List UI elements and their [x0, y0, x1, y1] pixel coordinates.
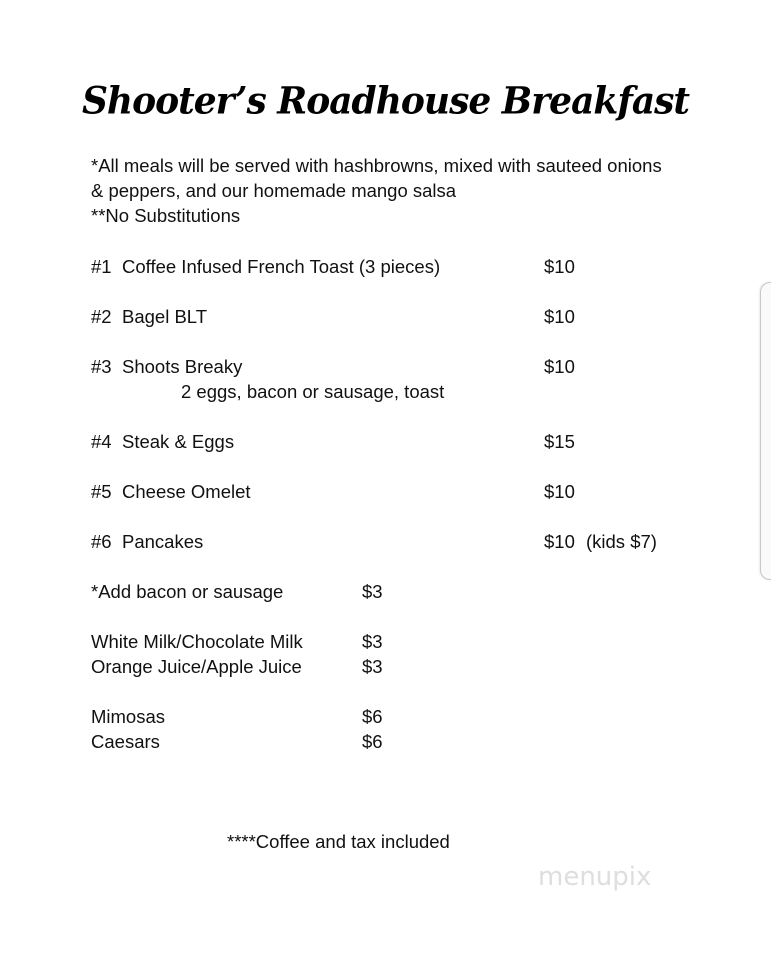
meal-name: Bagel BLT [122, 306, 208, 327]
note-served-with: *All meals will be served with hashbrowns, mixed with sauteed onions [91, 155, 662, 176]
extra-price: $3 [362, 631, 383, 652]
extra-name: *Add bacon or sausage [91, 581, 284, 602]
meal-number: #4 [91, 431, 112, 452]
meal-number: #2 [91, 306, 112, 327]
menu-title: Shooter’s Roadhouse Breakfast [81, 78, 690, 124]
meal-kids-price: (kids $7) [586, 531, 657, 552]
meal-price: $10 [544, 356, 575, 377]
extra-price: $3 [362, 656, 383, 677]
meal-number: #1 [91, 256, 112, 277]
meal-number: #3 [91, 356, 112, 377]
extra-price: $6 [362, 731, 383, 752]
extra-name: Mimosas [91, 706, 166, 727]
extra-name: Caesars [91, 731, 160, 752]
note-served-with-cont: & peppers, and our homemade mango salsa [91, 180, 457, 201]
menupix-watermark: menupix [538, 862, 652, 892]
side-pull-tab[interactable] [760, 282, 771, 580]
extra-name: White Milk/Chocolate Milk [91, 631, 303, 652]
footer-note: ****Coffee and tax included [227, 831, 450, 852]
meal-price: $10 [544, 256, 575, 277]
meal-description: 2 eggs, bacon or sausage, toast [181, 381, 445, 402]
meal-name: Shoots Breaky [122, 356, 243, 377]
note-no-substitutions: **No Substitutions [91, 205, 241, 226]
meal-name: Cheese Omelet [122, 481, 251, 502]
meal-price: $10 [544, 306, 575, 327]
meal-price: $15 [544, 431, 575, 452]
meal-number: #5 [91, 481, 112, 502]
extra-price: $3 [362, 581, 383, 602]
extra-price: $6 [362, 706, 383, 727]
meal-price: $10 [544, 531, 575, 552]
meal-name: Pancakes [122, 531, 204, 552]
meal-name: Coffee Infused French Toast (3 pieces) [122, 256, 441, 277]
meal-number: #6 [91, 531, 112, 552]
meal-price: $10 [544, 481, 575, 502]
extra-name: Orange Juice/Apple Juice [91, 656, 302, 677]
meal-name: Steak & Eggs [122, 431, 235, 452]
